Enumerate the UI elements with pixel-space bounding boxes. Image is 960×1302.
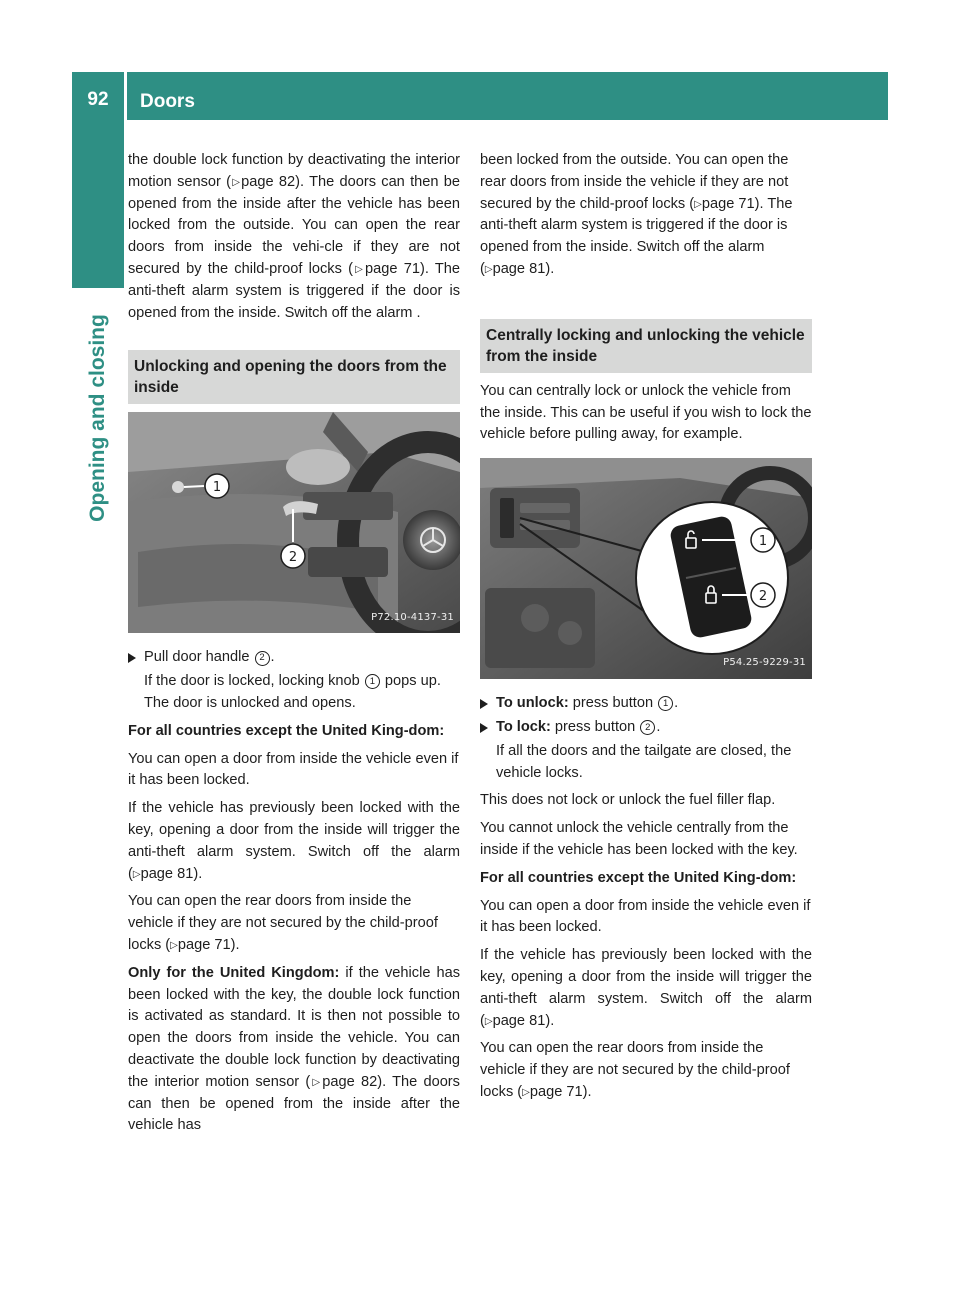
paragraph: You can open a door from inside the vehicle even if it has been locked. [480,897,811,936]
page-ref-icon: ▷ [231,176,242,188]
paragraph: If the vehicle has previously been locked with the key, opening a door from the inside will trigger the anti-theft alarm system. Switch off the alarm (▷page 81). [128,800,460,882]
paragraph: You can open a door from inside the vehicle even if it has been locked. [128,750,459,789]
door-interior-illustration [128,412,460,633]
page-ref-link[interactable]: page 82 [322,1073,378,1090]
right-column [480,150,812,1110]
svg-text:2: 2 [288,550,298,566]
page-ref-link[interactable]: page 71 [365,260,420,277]
page-ref-icon: ▷ [694,198,702,210]
paragraph: If the vehicle has previously been locked with the key, opening a door from the inside will trigger the anti-theft alarm system. Switch off the alarm (▷page 81). [480,947,812,1029]
svg-text:2: 2 [758,589,768,605]
page-ref-link[interactable]: page 71 [529,1083,583,1100]
instruction-step: Pull door handle 2 . [128,647,460,669]
section-heading: Centrally locking and unlocking the vehicle from the inside [480,319,812,373]
section-heading: Unlocking and opening the doors from the inside [128,350,460,404]
paragraph: been locked from the outside. You can open the rear doors from inside the vehicle if they are not secured by the child-proof locks (▷page 71). The anti-theft alarm system is triggered if the door is opened from the inside. Switch off the alarm (▷page 81). [480,152,793,277]
page-number: 92 [87,89,109,110]
svg-text:1: 1 [758,534,768,550]
svg-text:1: 1 [212,480,222,496]
page-ref-link[interactable]: page 81 [492,1012,546,1029]
figure-code: P54.25-9229-31 [723,657,806,669]
side-tab-block [72,120,124,288]
paragraph: You can open the rear doors from inside the vehicle if they are not secured by the child-proof locks (▷page 71). [128,893,438,953]
page-ref-icon: ▷ [310,1076,323,1088]
paragraph: You can centrally lock or unlock the vehicle from the inside. This can be useful if you wish to lock the vehicle before pulling away, for example. [480,382,812,443]
page-ref-icon: ▷ [170,939,178,951]
bold-subheading: For all countries except the United King-dom: [480,869,797,886]
paragraph: Only for the United Kingdom: if the vehicle has been locked with the key, the double lock function is activated as standard. It is then not possible to open the doors from inside the vehicle. You can deactivate the double lock function by deactivating the interior motion sensor (▷page 82). The doors can then be opened from the inside after the vehicle has [128,964,460,1134]
paragraph: You cannot unlock the vehicle centrally from the inside if the vehicle has been locked with the key. [480,820,798,858]
page-ref-icon: ▷ [484,1015,493,1027]
header-divider [124,72,127,120]
page-ref-icon: ▷ [353,263,366,275]
page-ref-link[interactable]: page 82 [241,173,296,190]
locking-knob [172,481,184,493]
side-tab [72,288,124,548]
step-arrow-icon [480,699,488,709]
step-arrow-icon [480,723,488,733]
callout-number: 1 [365,674,380,689]
instruction-result: If the door is locked, locking knob 1 pops up. The door is unlocked and opens. [144,673,441,711]
side-tab-label: Opening and closing [86,314,109,522]
left-column [128,150,460,1143]
callout-number: 2 [640,720,655,735]
paragraph: the double lock function by deactivating the interior motion sensor (▷page 82). The doors can then be opened from the inside after the vehicle has been locked from the outside. You can open the rear doors from inside the vehi-cle if they are not secured by the child-proof locks (▷page 71). The anti-theft alarm system is triggered if the door is opened from the inside. Switch off the alarm . [128,152,460,321]
page-ref-link[interactable]: page 81 [140,865,194,882]
figure-code: P72.10-4137-31 [371,611,454,623]
callout-number: 1 [658,696,673,711]
page-ref-icon: ▷ [484,263,493,275]
paragraph: You can open the rear doors from inside the vehicle if they are not secured by the child-proof locks (▷page 71). [480,1040,790,1100]
page-ref-link[interactable]: page 71 [701,195,755,212]
bold-subheading: For all countries except the United King-dom: [128,722,445,739]
instruction-result: If all the doors and the tailgate are closed, the vehicle locks. [496,742,792,781]
instruction-step: To lock: press button 2 . [480,717,812,739]
page-ref-link[interactable]: page 71 [177,936,231,953]
page-ref-icon: ▷ [132,868,141,880]
central-lock-figure [480,458,812,679]
page-ref-icon: ▷ [522,1086,530,1098]
page-ref-link[interactable]: page 81 [492,260,546,277]
door-handle-figure [128,412,460,633]
callout-number: 2 [255,651,270,666]
central-lock-illustration [480,458,812,679]
instruction-step: To unlock: press button 1 . [480,693,812,715]
step-arrow-icon [128,653,136,663]
section-title: Doors [140,91,195,112]
paragraph: This does not lock or unlock the fuel filler flap. [480,792,776,809]
